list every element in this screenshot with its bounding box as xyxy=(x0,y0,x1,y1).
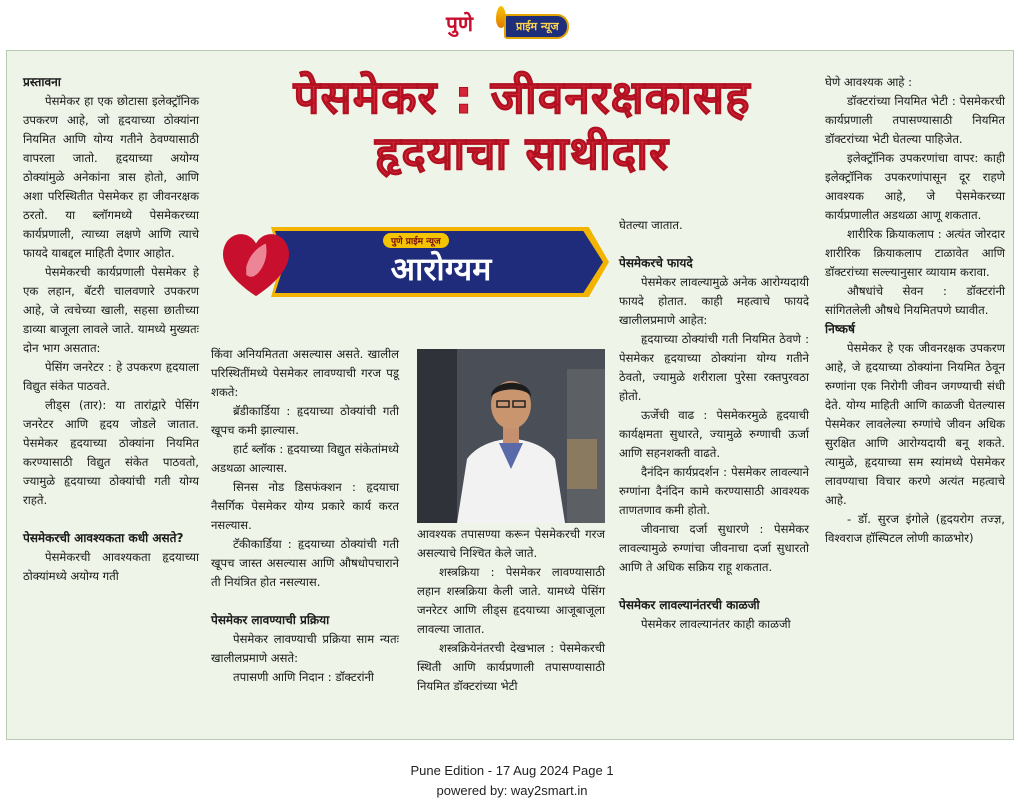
masthead-brand: प्राईम न्यूज xyxy=(504,14,569,39)
masthead-logo xyxy=(446,4,576,48)
section-heading-intro: प्रस्तावना xyxy=(23,75,61,89)
paragraph: इलेक्ट्रॉनिक उपकरणांचा वापर: काही इलेक्ट्रॉनिक उपकरणांपासून दूर राहणे आवश्यक आहे, जे पेसमेकरच्या कार्यप्रणालीत अडथळा आणू शकतात. xyxy=(825,151,1005,222)
article-column-5 xyxy=(825,73,1005,548)
paragraph: पेसिंग जनरेटर : हे उपकरण हृदयाला विद्युत संकेत पाठवते. xyxy=(23,360,199,393)
author-credit: - डॉ. सुरज इंगोले (हृदयरोग तज्ज्ञ, विश्वराज हॉस्पिटल लोणी काळभोर) xyxy=(825,512,1005,545)
paragraph: आवश्यक तपासण्या करून पेसमेकरची गरज असल्याचे निश्चित केले जाते. xyxy=(417,527,605,560)
heart-hand-icon xyxy=(217,223,295,303)
paragraph: शस्त्रक्रिया : पेसमेकर लावण्यासाठी लहान शस्त्रक्रिया केली जाते. यामध्ये पेसिंग जनरेटर आणि लीड्स हृदयाच्या आजूबाजूला लावल्या जातात. xyxy=(417,565,605,636)
doctor-photo xyxy=(417,349,605,523)
article-column-4 xyxy=(619,216,809,634)
doctor-portrait-image xyxy=(417,349,605,523)
paragraph: घेतल्या जातात. xyxy=(619,218,683,232)
article-headline xyxy=(217,69,827,181)
paragraph: शस्त्रक्रियेनंतरची देखभाल : पेसमेकरची स्थिती आणि कार्यप्रणाली तपासण्यासाठी नियमित डॉक्टरांच्या भेटी xyxy=(417,641,605,693)
section-banner xyxy=(211,221,611,311)
paragraph: पेसमेकरची कार्यप्रणाली पेसमेकर हे एक लहान, बॅटरी चालवणारे उपकरण आहे, जे त्वचेच्या खाली, सहसा छातीच्या डाव्या बाजूला लावले जाते. यामध्ये मुख्यतः दोन भाग असतात: xyxy=(23,265,199,355)
paragraph: हार्ट ब्लॉक : हृदयाच्या विद्युत संकेतांमध्ये अडथळा आल्यास. xyxy=(211,442,399,475)
powered-by-link[interactable]: powered by: way2smart.in xyxy=(436,783,588,798)
section-heading-procedure: पेसमेकर लावण्याची प्रक्रिया xyxy=(211,613,330,627)
paragraph: जीवनाचा दर्जा सुधारणे : पेसमेकर लावल्यामुळे रुग्णांचा जीवनाचा दर्जा सुधारतो आणि ते अधिक सक्रिय राहू शकतात. xyxy=(619,522,809,574)
newspaper-page xyxy=(6,50,1014,740)
section-heading-aftercare: पेसमेकर लावल्यानंतरची काळजी xyxy=(619,598,760,612)
paragraph: सिनस नोड डिसफंक्शन : हृदयाचा नैसर्गिक पेसमेकर योग्य प्रकारे कार्य करत नसल्यास. xyxy=(211,480,399,532)
paragraph: पेसमेकर लावल्यामुळे अनेक आरोग्यदायी फायदे होतात. काही महत्वाचे फायदे खालीलप्रमाणे आहेत: xyxy=(619,275,809,327)
paragraph: पेसमेकरची आवश्यकता हृदयाच्या ठोक्यांमध्ये अयोग्य गती xyxy=(23,550,199,583)
article-column-1 xyxy=(23,73,199,586)
section-heading-conclusion: निष्कर्ष xyxy=(825,322,855,336)
paragraph: डॉक्टरांच्या नियमित भेटी : पेसमेकरची कार्यप्रणाली तपासण्यासाठी नियमित डॉक्टरांच्या भेटी घेतल्या पाहिजेत. xyxy=(825,94,1005,146)
headline-line-2: हृदयाचा साथीदार xyxy=(375,126,669,180)
article-column-2 xyxy=(211,345,399,687)
headline-line-1: पेसमेकर : जीवनरक्षकासह xyxy=(293,70,751,124)
paragraph: पेसमेकर हे एक जीवनरक्षक उपकरण आहे, जे हृदयाच्या ठोक्यांना नियमित ठेवून रुग्णांना एक निरोगी जीवन जगण्याची संधी देते. योग्य माहिती आणि काळजी घेतल्यास पेसमेकर लावलेल्या रुग्णांचे जीवन अधिक सुरक्षित आणि आरोग्यदायी बनू शकते. त्यामुळे, हृदयाच्या सम स्यांमध्ये पेसमेकर लावण्याचा विचार करणे अत्यंत महत्वाचे आहे. xyxy=(825,341,1005,507)
paragraph: दैनंदिन कार्यप्रदर्शन : पेसमेकर लावल्याने रुग्णांना दैनंदिन कामे करण्यासाठी आवश्यक ताणतणाव कमी होतो. xyxy=(619,465,809,517)
section-heading-benefits: पेसमेकरचे फायदे xyxy=(619,256,693,270)
paragraph: टॅकीकार्डिया : हृदयाच्या ठोक्यांची गती खूपच जास्त असल्यास आणि औषधोपचाराने ती नियंत्रित होत नसल्यास. xyxy=(211,537,399,589)
banner-tag: पुणे प्राईम न्यूज xyxy=(383,233,449,248)
page-footer xyxy=(0,761,1024,801)
masthead-city: पुणे xyxy=(446,12,474,36)
paragraph: घेणे आवश्यक आहे : xyxy=(825,75,913,89)
article-column-3 xyxy=(417,525,605,696)
paragraph: तपासणी आणि निदान : डॉक्टरांनी xyxy=(233,670,374,684)
paragraph: पेसमेकर लावल्यानंतर काही काळजी xyxy=(641,617,791,631)
paragraph: औषधांचे सेवन : डॉक्टरांनी सांगितलेली औषधे नियमितपणे घ्यावीत. xyxy=(825,284,1005,317)
paragraph: पेसमेकर हा एक छोटासा इलेक्ट्रॉनिक उपकरण आहे, जो हृदयाच्या ठोक्यांना नियमित आणि योग्य गतीने ठेवण्यासाठी वापरला जातो. हृदयाच्या अयोग्य ठोक्यांमुळे अनेकांना त्रास होतो, आणि अशा परिस्थितीत पेसमेकर हा जीवनरक्षक ठरतो. या ब्लॉगमध्ये पेसमेकरच्या कार्यप्रणाली, त्याच्या लक्षणे आणि त्याचे फायदे याबद्दल माहिती देणार आहोत. xyxy=(23,94,199,260)
section-heading-need: पेसमेकरची आवश्यकता कधी असते? xyxy=(23,531,184,545)
banner-word: आरोग्यम xyxy=(390,250,492,288)
paragraph: किंवा अनियमितता असल्यास असते. खालील परिस्थितींमध्ये पेसमेकर लावण्याची गरज पडू शकते: xyxy=(211,347,399,399)
paragraph: ऊर्जेची वाढ : पेसमेकरमुळे हृदयाची कार्यक्षमता सुधारते, ज्यामुळे रुग्णाची ऊर्जा आणि सहनशक्ती वाढते. xyxy=(619,408,809,460)
paragraph: ब्रॅडीकार्डिया : हृदयाच्या ठोक्यांची गती खूपच कमी झाल्यास. xyxy=(211,404,399,437)
paragraph: पेसमेकर लावण्याची प्रक्रिया साम न्यतः खालीलप्रमाणे असते: xyxy=(211,632,399,665)
edition-info: Pune Edition - 17 Aug 2024 Page 1 xyxy=(410,763,614,778)
paragraph: शारीरिक क्रियाकलाप : अत्यंत जोरदार शारीरिक क्रियाकलाप टाळावेत आणि डॉक्टरांच्या सल्ल्यानुसार व्यायाम करावा. xyxy=(825,227,1005,279)
paragraph: हृदयाच्या ठोक्यांची गती नियमित ठेवणे : पेसमेकर हृदयाच्या ठोक्यांना योग्य गतीने ठेवतो, ज्यामुळे शरीराला पुरेसा रक्तपुरवठा होतो. xyxy=(619,332,809,403)
paragraph: लीड्स (तार): या तारांद्वारे पेसिंग जनरेटर आणि हृदय जोडले जातात. पेसमेकर हृदयाच्या ठोक्यांना नियमित करण्यासाठी विद्युत संकेत पाठवतो, ज्यामुळे हृदयाच्या ठोक्यांची गती योग्य राहते. xyxy=(23,398,199,507)
